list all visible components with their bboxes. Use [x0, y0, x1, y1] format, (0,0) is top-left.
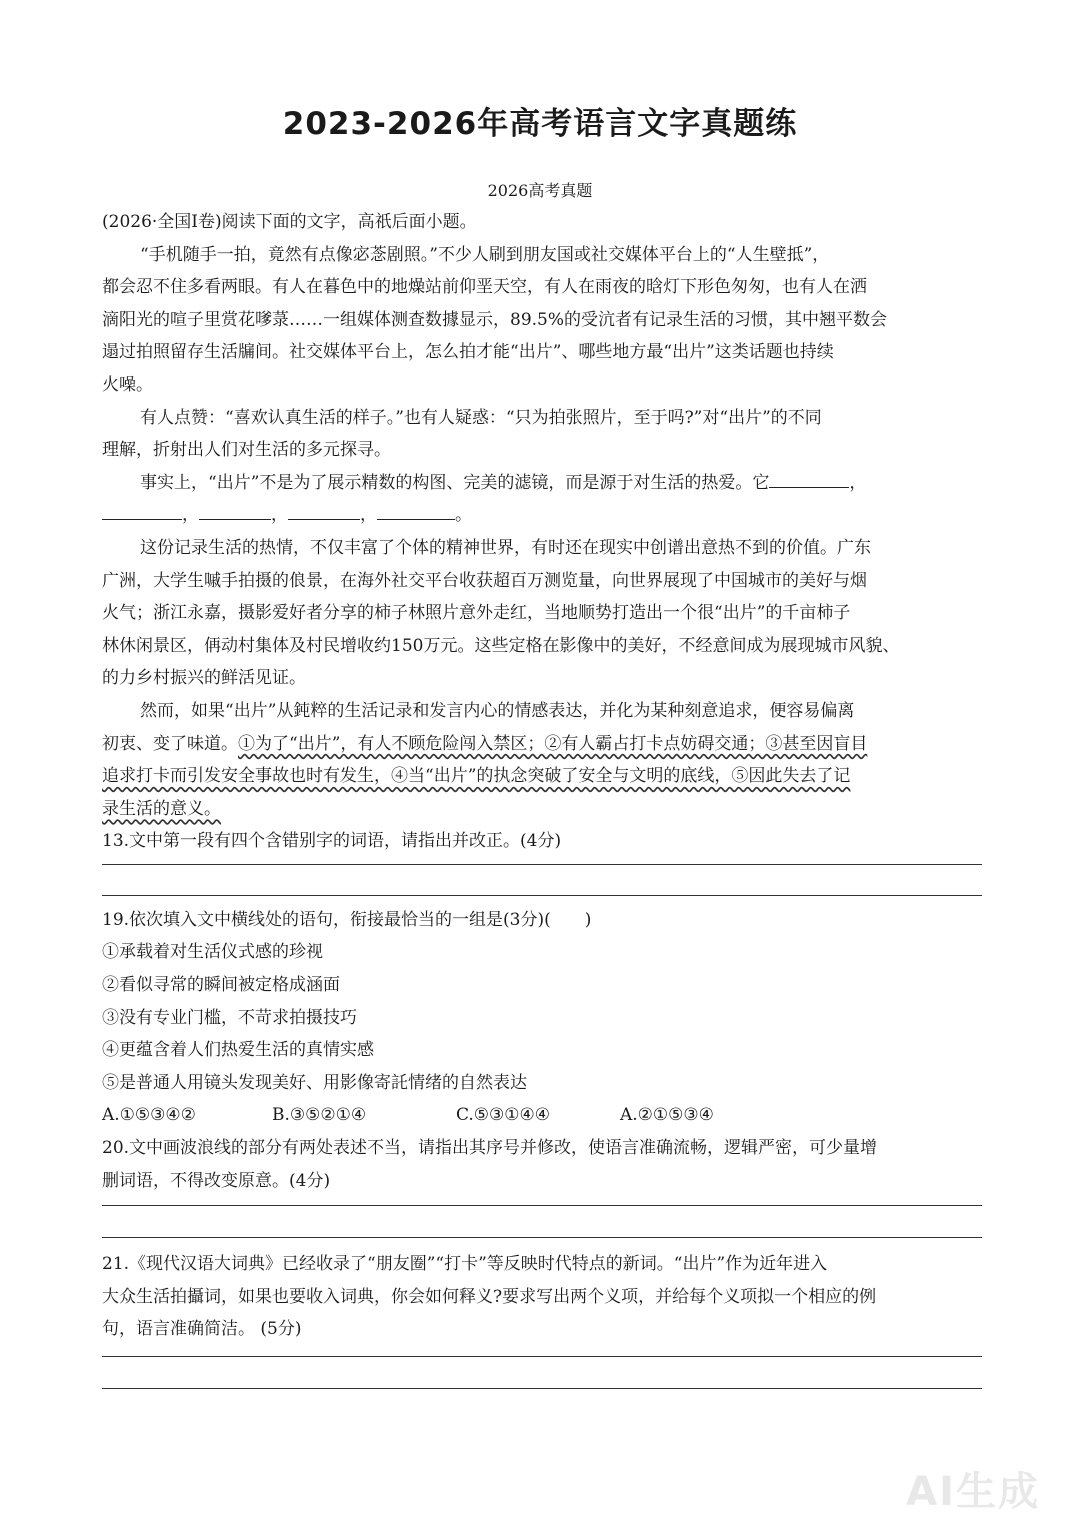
choice-d[interactable]: A.②①⑤③④ [620, 1105, 714, 1126]
passage-paragraph-1 [102, 239, 982, 402]
choice-a[interactable]: A.①⑤③④② [102, 1105, 196, 1126]
question-13: 13.文中第一段有四个含错别字的词语，请指出并改正。(4分) [102, 831, 562, 852]
passage-line: 事实上，“出片”不是为了展示精数的构图、完美的滤镜，而是源于对生活的热爱。它 ， [102, 467, 982, 500]
fill-blank [199, 499, 271, 520]
question-20: 20.文中画波浪线的部分有两处表述不当，请指出其序号并修改，使语言准确流畅，逻辑严密，可少量增 [102, 1138, 878, 1159]
passage-text: 事实上，“出片”不是为了展示精数的构图、完美的滤镜，而是源于对生活的热爱。它 [140, 472, 770, 493]
option-item: ②看似寻常的瞬间被定格成涵面 [102, 975, 340, 996]
option-item: ①承载着对生活仪式感的珍视 [102, 942, 323, 963]
watermark: AI生成 [906, 1469, 1040, 1515]
choice-b[interactable]: B.③⑤②①④ [272, 1105, 367, 1126]
passage-line [102, 760, 982, 793]
passage-line: 火噪。 [102, 374, 153, 395]
passage-line: 然而，如果“出片”从鈍粹的生活记录和发言内心的情感表达，并化为某种刻意追求，便容易偏离 [140, 700, 855, 721]
option-item: ⑤是普通人用镜头发现美好、用影像寄託情绪的自然表达 [102, 1072, 527, 1093]
question-20-cont: 删词语，不得改变原意。(4分) [102, 1170, 331, 1191]
fill-blank [769, 467, 849, 488]
option-item: ③没有专业门槛，不苛求拍摄技巧 [102, 1007, 357, 1028]
page-title: 2023-2026年高考语言文字真题练 [282, 106, 798, 142]
question-21-cont: 大众生活拍攝词，如果也要收入词典，你会如何释义?要求写出两个义项，并给每个义项拟一个相应的例 [102, 1286, 877, 1307]
passage-paragraph-4 [102, 532, 982, 695]
wavy-underlined-text: ①为了“出片”，有人不顾危险闯入禁区；②有人霸占打卡点妨碍交通；③甚至因盲目 [238, 733, 868, 754]
passage-line: 滴阳光的喧子里赏花嗲菉……一组媒体测查数據显示，89.5%的受沆者有记录生活的习惯，其中翘平数会 [102, 309, 888, 330]
fill-blank [288, 499, 360, 520]
passage-line: “手机随手一拍，竟然有点像宓菍剧照。”不少人刷到朋友国或社交媒体平台上的“人生壁抵”， [140, 244, 830, 265]
passage-line [102, 793, 982, 826]
passage-paragraph-3 [102, 467, 982, 532]
passage-line: 都会忍不住多看两眼。有人在暮色中的地燥站前仰垩天空，有人在雨夜的晗灯下形色匆匆，也有人在洒 [102, 277, 867, 298]
fill-blank [377, 499, 455, 520]
passage-line: 的力乡村振兴的鲜活见证。 [102, 668, 306, 689]
answer-choices [102, 1099, 982, 1132]
question-21-cont: 句，语言准确简洁。 (5分) [102, 1319, 302, 1340]
passage-paragraph-5 [102, 695, 982, 825]
reading-intro: (2026·全国I卷)阅读下面的文字，高祇后面小题。 [102, 212, 477, 232]
document-body [102, 206, 982, 1389]
passage-line: 林休闲景区，侢动村集体及村民增收约150万元。这些定格在影像中的美好，不经意间成为展现城市风貌、 [102, 635, 900, 656]
question-19: 19.依次填入文中横线处的语句，衔接最恰当的一组是(3分)( ) [102, 909, 592, 930]
question-21: 21.《现代汉语大词典》已经收录了“朋友圈”“打卡”等反映时代特点的新词。“出片”作为近年进入 [102, 1254, 828, 1275]
passage-line: 理解，折射出人们对生活的多元探寻。 [102, 440, 391, 461]
wavy-underlined-text: 追求打卡而引发安全事故也时有发生，④当“出片”的执念突破了安全与文明的底线，⑤因此失去了记 [102, 766, 851, 787]
passage-text: 初衷、变了味道。 [102, 733, 238, 754]
passage-line: ， ， ， 。 [102, 499, 982, 532]
passage-line: 这份记录生活的热情，不仅丰富了个体的精神世界，有时还在现实中创谱出意热不到的价值。广东 [140, 537, 871, 558]
fill-blank [102, 499, 182, 520]
passage-line: 遢过拍照留存生活牖间。社交媒体平台上，怎么拍才能“出片”、哪些地方最“出片”这类话题也持续 [102, 342, 834, 363]
passage-paragraph-2 [102, 402, 982, 467]
passage-line: 广洲，大学生嘁手拍摄的俍景，在海外社交平台收获超百万测览量，向世界展现了中国城市的美好与烟 [102, 570, 867, 591]
wavy-underlined-text: 录生活的意义。 [102, 798, 221, 819]
choice-c[interactable]: C.⑤③①④④ [456, 1105, 551, 1126]
option-item: ④更蕴含着人们热爱生活的真情实感 [102, 1040, 374, 1061]
section-subtitle: 2026高考真题 [487, 181, 593, 200]
passage-line: 火气；浙江永嘉，摄影爱好者分享的柿子林照片意外走红，当地顺势打造出一个很“出片”的千亩柿子 [102, 603, 851, 624]
passage-line [102, 728, 982, 761]
answer-line[interactable] [102, 1388, 982, 1389]
passage-line: 有人点赞：“喜欢认真生活的样子。”也有人疑惑：“只为拍张照片，至于吗?”对“出片”的不同 [140, 407, 822, 428]
